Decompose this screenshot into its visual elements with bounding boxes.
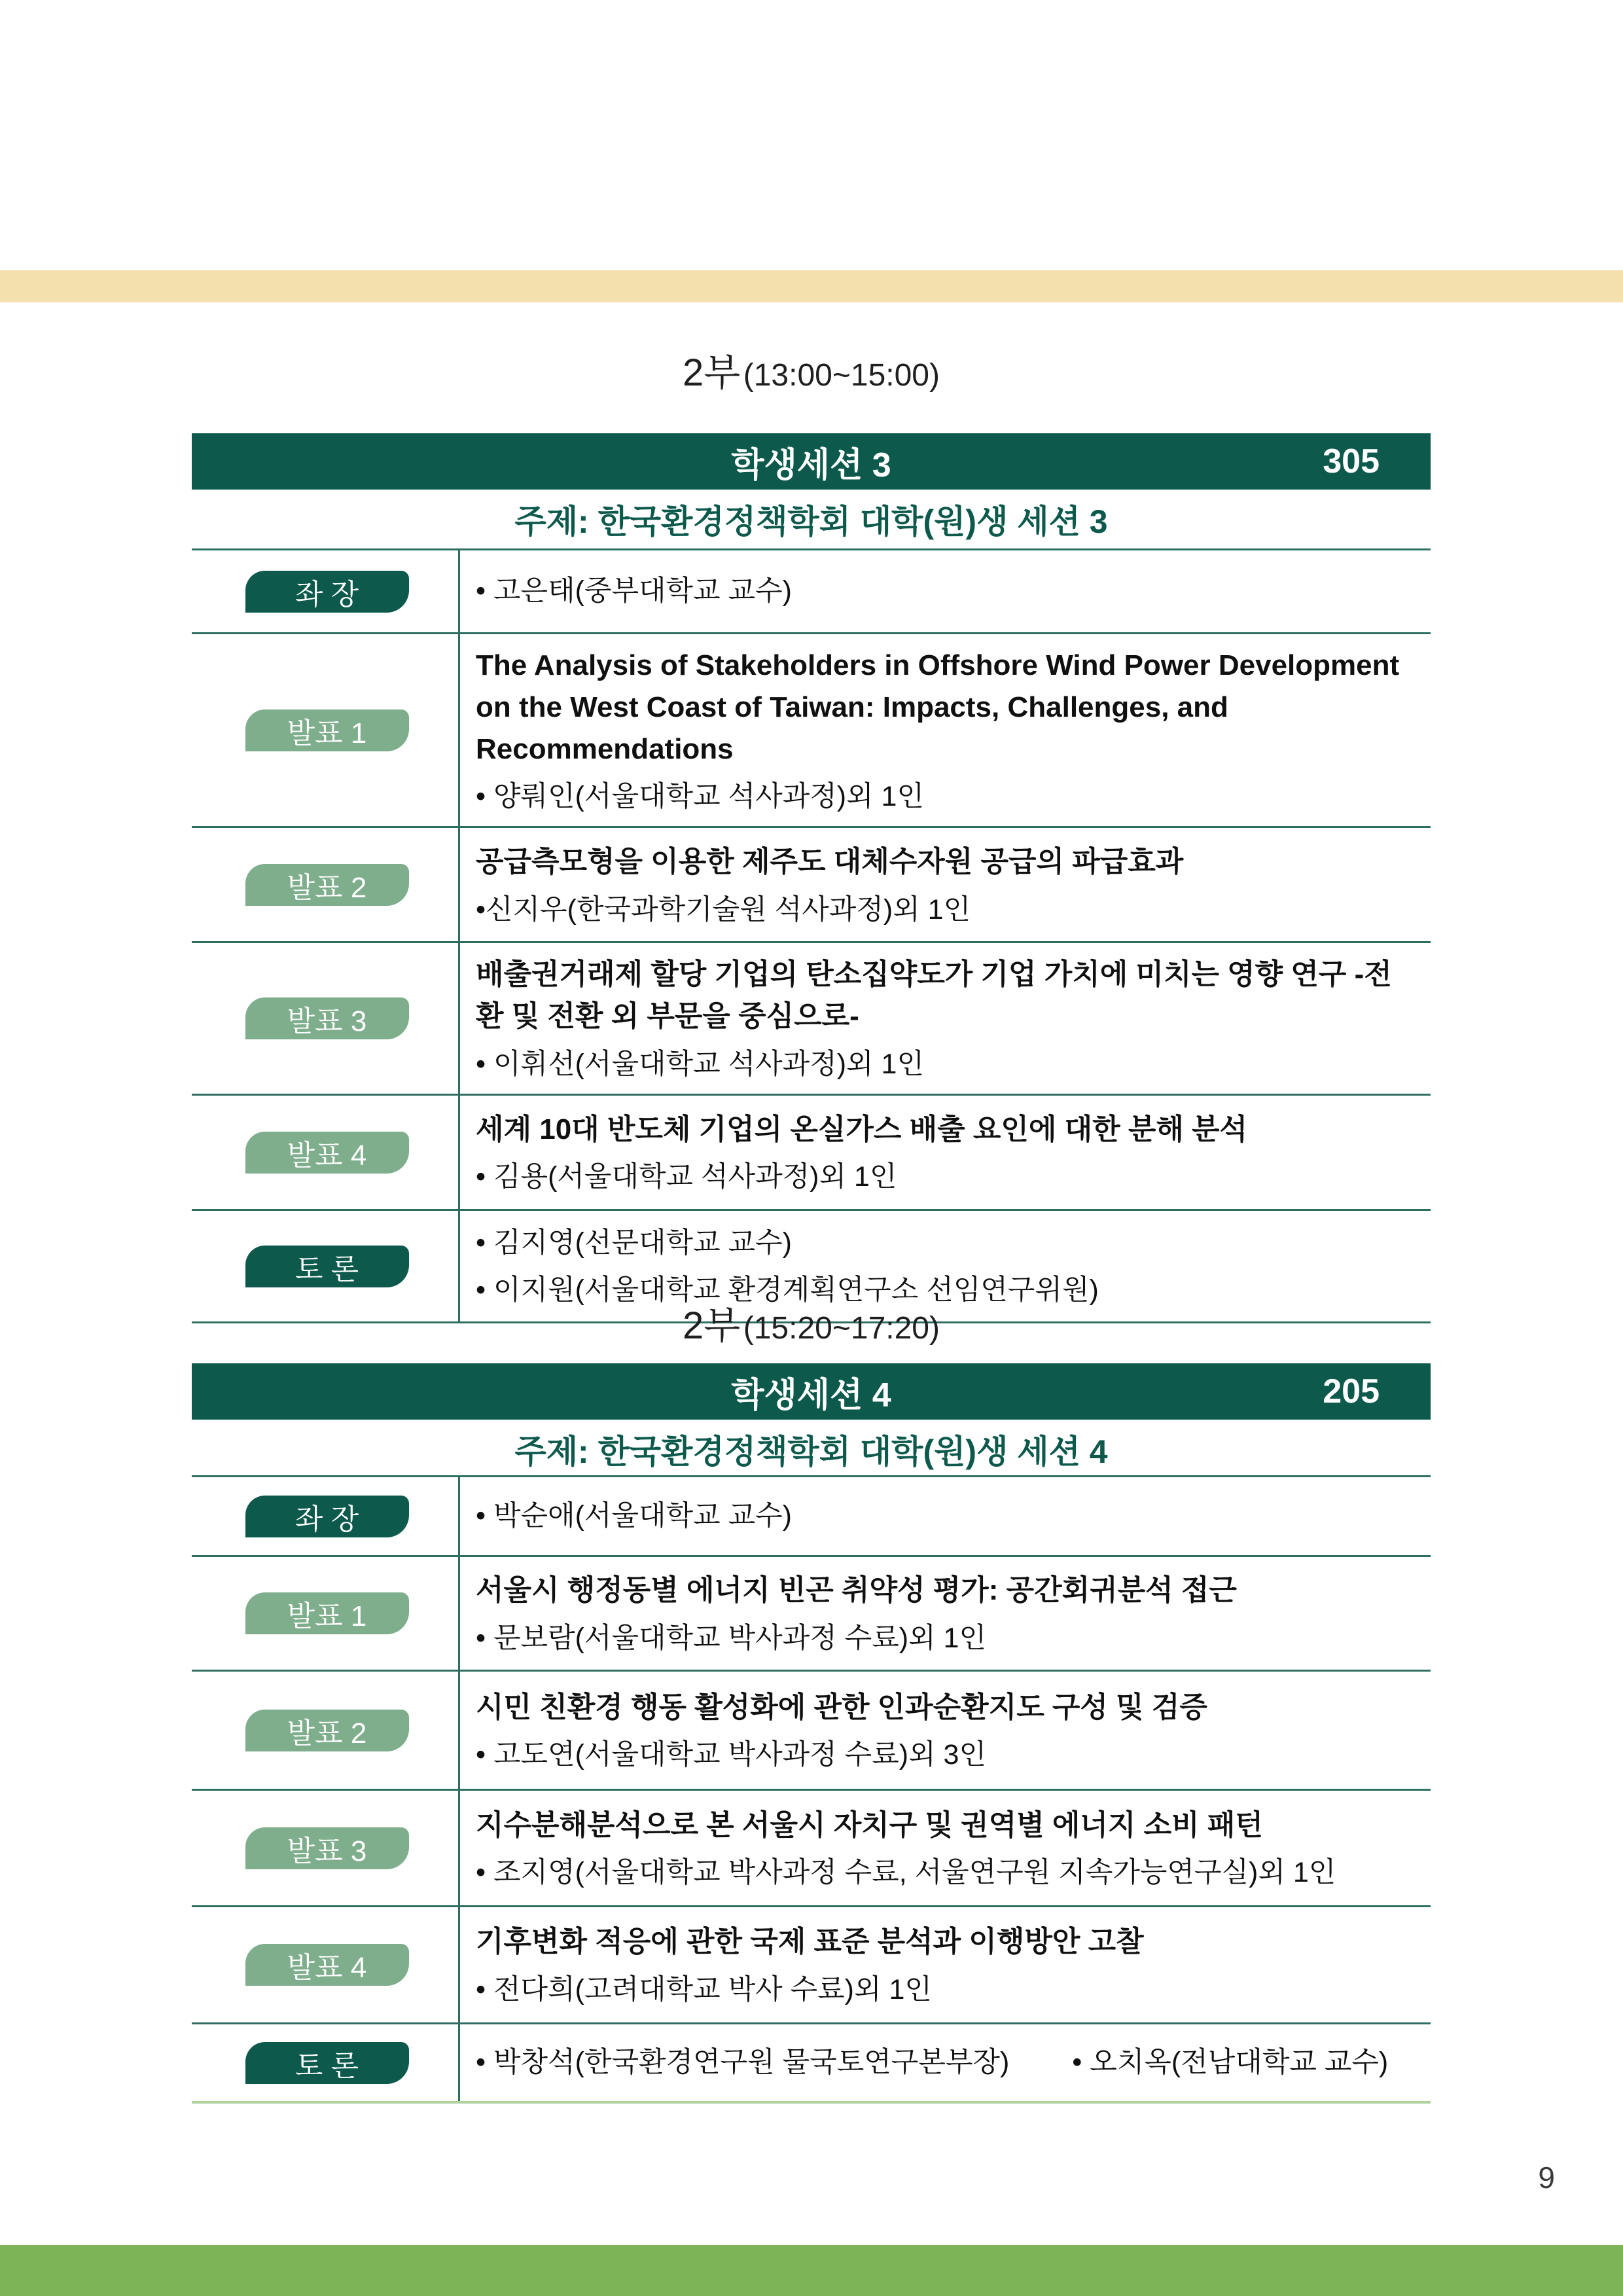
role-badge: 발표 1 <box>245 709 409 751</box>
role-cell <box>192 1672 460 1789</box>
speaker-list <box>476 1736 1412 1774</box>
role-cell <box>192 634 460 826</box>
role-cell <box>192 1096 460 1209</box>
presentation-title: 시민 친환경 행동 활성화에 관한 인과순환지도 구성 및 검증 <box>476 1691 1207 1723</box>
part-label: 2부 <box>683 1304 741 1347</box>
speaker-list <box>476 1619 1412 1657</box>
session-header-bar <box>192 1363 1431 1420</box>
role-badge: 발표 4 <box>245 1132 409 1174</box>
speaker-list <box>476 1045 1412 1083</box>
speaker: • 조지영(서울대학교 박사과정 수료, 서울연구원 지속가능연구실)외 1인 <box>476 1857 1336 1889</box>
table-row <box>192 941 1431 1094</box>
presentation-title: 기후변화 적응에 관한 국제 표준 분석과 이행방안 고찰 <box>476 1926 1144 1958</box>
speaker: • 이지원(서울대학교 환경계획연구소 선임연구위원) <box>476 1274 1099 1306</box>
role-badge: 토 론 <box>245 2042 409 2084</box>
speaker-list <box>476 1854 1412 1892</box>
speaker: • 양뤄인(서울대학교 석사과정)외 1인 <box>476 781 924 813</box>
role-cell <box>192 1791 460 1905</box>
content-cell <box>460 1096 1431 1209</box>
role-cell <box>192 1477 460 1555</box>
speaker-list <box>476 891 1412 929</box>
speaker: • 고도연(서울대학교 박사과정 수료)외 3인 <box>476 1739 987 1771</box>
content-cell <box>460 634 1431 826</box>
speaker: • 김용(서울대학교 석사과정)외 1인 <box>476 1161 897 1193</box>
role-badge: 발표 4 <box>245 1944 409 1986</box>
speaker: • 고은태(중부대학교 교수) <box>476 575 792 607</box>
table-row <box>192 1555 1431 1670</box>
role-cell <box>192 1557 460 1670</box>
part-time-text: (15:20~17:20) <box>743 1311 940 1346</box>
table-row <box>192 826 1431 941</box>
speaker: • 전다희(고려대학교 박사 수료)외 1인 <box>476 1973 932 2005</box>
content-cell <box>460 1557 1431 1670</box>
speaker-list <box>476 572 1412 610</box>
presentation-title: The Analysis of Stakeholders in Offshore Wind Power Development on the West Coast of Taiwan: Impacts, Challenges, and Recommendations <box>476 649 1400 765</box>
table-row <box>192 1905 1431 2022</box>
speaker-list <box>476 1971 1412 2009</box>
speaker: • 박창석(한국환경연구원 물국토연구본부장) <box>476 2047 1010 2079</box>
speaker: • 오치옥(전남대학교 교수) <box>1072 2047 1389 2079</box>
role-badge: 발표 1 <box>245 1592 409 1634</box>
session-header-bar <box>192 433 1431 490</box>
speaker: •신지우(한국과학기술원 석사과정)외 1인 <box>476 893 971 925</box>
speaker: • 김지영(선문대학교 교수) <box>476 1227 792 1259</box>
content-cell <box>460 1477 1431 1555</box>
presentation-title: 배출권거래제 할당 기업의 탄소집약도가 기업 가치에 미치는 영향 연구 -전환 및 전환 외 부문을 중심으로- <box>476 958 1392 1033</box>
session-room-number: 205 <box>1323 1372 1380 1410</box>
role-badge: 토 론 <box>245 1246 409 1287</box>
role-cell <box>192 550 460 632</box>
table-row <box>192 1670 1431 1789</box>
presentation-title: 세계 10대 반도체 기업의 온실가스 배출 요인에 대한 분해 분석 <box>476 1113 1248 1145</box>
content-cell <box>460 943 1431 1094</box>
table-row <box>192 2022 1431 2101</box>
part-heading <box>192 1295 1431 1350</box>
content-cell <box>460 2024 1431 2101</box>
table-row <box>192 548 1431 632</box>
session-table <box>192 1475 1431 2104</box>
part-heading <box>192 342 1431 397</box>
speaker: • 문보람(서울대학교 박사과정 수료)외 1인 <box>476 1622 987 1654</box>
presentation-title: 공급측모형을 이용한 제주도 대체수자원 공급의 파급효과 <box>476 846 1184 878</box>
bottom-accent-band <box>0 2245 1623 2296</box>
presentation-title: 서울시 행정동별 에너지 빈곤 취약성 평가: 공간회귀분석 접근 <box>476 1574 1237 1607</box>
speaker-list <box>476 2043 1412 2081</box>
content-cell <box>460 1907 1431 2022</box>
session-table <box>192 548 1431 1323</box>
role-cell <box>192 2024 460 2101</box>
role-badge: 발표 2 <box>245 864 409 906</box>
content-cell <box>460 1672 1431 1789</box>
role-cell <box>192 828 460 941</box>
part-time <box>743 358 940 393</box>
speaker: • 박순애(서울대학교 교수) <box>476 1500 792 1532</box>
role-badge: 발표 3 <box>245 997 409 1039</box>
table-row <box>192 1094 1431 1209</box>
top-accent-band <box>0 270 1623 302</box>
page-number: 9 <box>1538 2161 1555 2195</box>
speaker: • 이휘선(서울대학교 석사과정)외 1인 <box>476 1049 924 1081</box>
session-room-number: 305 <box>1323 442 1380 480</box>
role-badge: 발표 3 <box>245 1827 409 1869</box>
session-topic: 주제: 한국환경정책학회 대학(원)생 세션 3 <box>514 503 1108 540</box>
session-title: 학생세션 4 <box>731 1376 891 1414</box>
part-label: 2부 <box>683 351 741 394</box>
content-cell <box>460 828 1431 941</box>
table-row <box>192 632 1431 826</box>
speaker-list <box>476 778 1412 816</box>
role-cell <box>192 943 460 1094</box>
session-topic: 주제: 한국환경정책학회 대학(원)생 세션 4 <box>514 1433 1108 1470</box>
speaker-list <box>476 1158 1412 1196</box>
role-badge: 좌 장 <box>245 571 409 613</box>
presentation-title: 지수분해분석으로 본 서울시 자치구 및 권역별 에너지 소비 패턴 <box>476 1808 1263 1841</box>
table-row <box>192 1789 1431 1905</box>
role-badge: 발표 2 <box>245 1710 409 1751</box>
role-badge: 좌 장 <box>245 1496 409 1537</box>
part-time <box>743 1311 940 1346</box>
role-cell <box>192 1907 460 2022</box>
content-cell <box>460 1791 1431 1905</box>
part-time-text: (13:00~15:00) <box>743 358 940 393</box>
speaker-list <box>476 1497 1412 1535</box>
table-row <box>192 1475 1431 1555</box>
content-cell <box>460 550 1431 632</box>
session-title: 학생세션 3 <box>731 446 891 484</box>
